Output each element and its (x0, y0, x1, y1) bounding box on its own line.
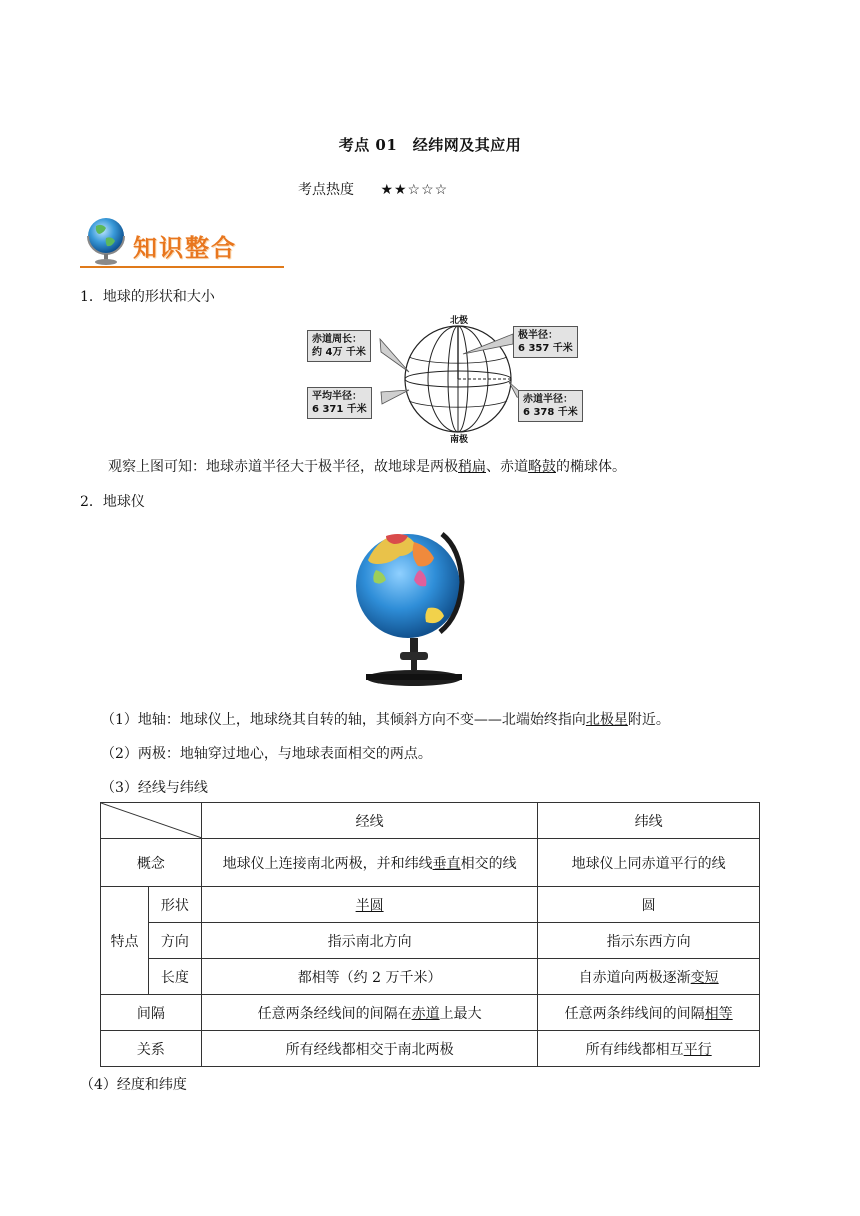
concept-meridian-prefix: 地球仪上连接南北两极，并和纬线 (222, 855, 433, 872)
earth-diagram (305, 312, 585, 444)
equator-radius-value: 6 378 千米 (523, 407, 578, 418)
section2-heading: 2．地球仪 (80, 494, 145, 510)
interval-meridian (201, 995, 537, 1031)
answer-shorter: 变短 (690, 969, 719, 986)
row-label-features: 特点 (101, 887, 149, 995)
concept-parallel: 地球仪上同赤道平行的线 (538, 839, 760, 887)
table-row (101, 1031, 760, 1067)
interval-meridian-suffix: 上最大 (439, 1005, 482, 1022)
equator-circumference-callout (307, 330, 371, 362)
answer-equator: 赤道 (411, 1005, 440, 1022)
heat-label: 考点热度 (298, 182, 354, 198)
relation-parallel-prefix: 所有纬线都相互 (585, 1041, 684, 1058)
interval-parallel-prefix: 任意两条纬线间的间隔 (564, 1005, 705, 1022)
mean-radius-value: 6 371 千米 (312, 404, 367, 415)
shape-parallel: 圆 (538, 887, 760, 923)
row-label-relation: 关系 (101, 1031, 202, 1067)
observation-suffix: 的椭球体。 (556, 459, 626, 475)
item-axis-suffix: 附近。 (627, 712, 670, 728)
meridian-parallel-table (100, 802, 760, 1067)
item-lon-lat: （4）经度和纬度 (80, 1077, 187, 1093)
observation-mid: 、赤道 (486, 459, 528, 475)
row-label-length: 长度 (148, 959, 201, 995)
table-corner-cell (101, 803, 202, 839)
item-axis-prefix: （1）地轴：地球仪上，地球绕其自转的轴，其倾斜方向不变——北端始终指向 (101, 712, 586, 728)
interval-parallel (538, 995, 760, 1031)
direction-meridian: 指示南北方向 (201, 923, 537, 959)
mean-radius-callout (307, 387, 372, 419)
concept-meridian (201, 839, 537, 887)
answer-flat: 稍扁 (458, 459, 486, 475)
observation-text (108, 456, 626, 476)
mean-radius-title: 平均半径： (312, 391, 362, 402)
answer-bulge: 略鼓 (528, 459, 556, 475)
row-label-interval: 间隔 (101, 995, 202, 1031)
row-label-shape: 形状 (148, 887, 201, 923)
observation-prefix: 观察上图可知：地球赤道半径大于极半径，故地球是两极 (108, 459, 458, 475)
answer-equal: 相等 (704, 1005, 733, 1022)
polar-radius-value: 6 357 千米 (518, 343, 573, 354)
section-banner (80, 214, 285, 270)
interval-meridian-prefix: 任意两条经线间的间隔在 (257, 1005, 412, 1022)
polar-radius-title: 极半径： (518, 330, 558, 341)
equator-radius-title: 赤道半径： (523, 394, 573, 405)
polar-radius-callout (513, 326, 578, 358)
answer-polaris: 北极星 (585, 712, 628, 728)
direction-parallel: 指示东西方向 (538, 923, 760, 959)
concept-meridian-suffix: 相交的线 (460, 855, 517, 872)
equator-radius-callout (518, 390, 583, 422)
banner-title: 知识整合 (133, 234, 237, 262)
equator-circumference-title: 赤道周长： (312, 334, 362, 345)
heat-row (298, 179, 448, 199)
answer-semicircle: 半圆 (355, 897, 384, 914)
table-row (101, 887, 760, 923)
table-header-row (101, 803, 760, 839)
south-pole-label: 南极 (450, 435, 469, 445)
page-title: 考点 01 经纬网及其应用 (338, 136, 522, 154)
diagonal-line (101, 803, 202, 838)
relation-meridian: 所有经线都相交于南北两极 (201, 1031, 537, 1067)
answer-perpendicular: 垂直 (432, 855, 461, 872)
globe-icon (82, 214, 132, 268)
item-poles: （2）两极：地轴穿过地心，与地球表面相交的两点。 (101, 746, 432, 762)
col-parallel: 纬线 (538, 803, 760, 839)
col-meridian: 经线 (201, 803, 537, 839)
row-label-direction: 方向 (148, 923, 201, 959)
heat-stars: ★★☆☆☆ (380, 182, 449, 198)
banner-underline (80, 266, 284, 268)
shape-meridian (201, 887, 537, 923)
relation-parallel (538, 1031, 760, 1067)
equator-circumference-value: 约 4万 千米 (312, 347, 366, 358)
length-parallel (538, 959, 760, 995)
north-pole-label: 北极 (450, 316, 469, 326)
table-row (101, 923, 760, 959)
row-label-concept: 概念 (101, 839, 202, 887)
item-axis (101, 709, 670, 729)
table-row (101, 959, 760, 995)
globe-photo (356, 520, 468, 690)
section1-heading: 1．地球的形状和大小 (80, 289, 215, 305)
answer-parallel: 平行 (683, 1041, 712, 1058)
table-row (101, 839, 760, 887)
item-lines: （3）经线与纬线 (101, 780, 208, 796)
table-row (101, 995, 760, 1031)
length-parallel-prefix: 自赤道向两极逐渐 (578, 969, 691, 986)
length-meridian: 都相等（约 2 万千米） (201, 959, 537, 995)
